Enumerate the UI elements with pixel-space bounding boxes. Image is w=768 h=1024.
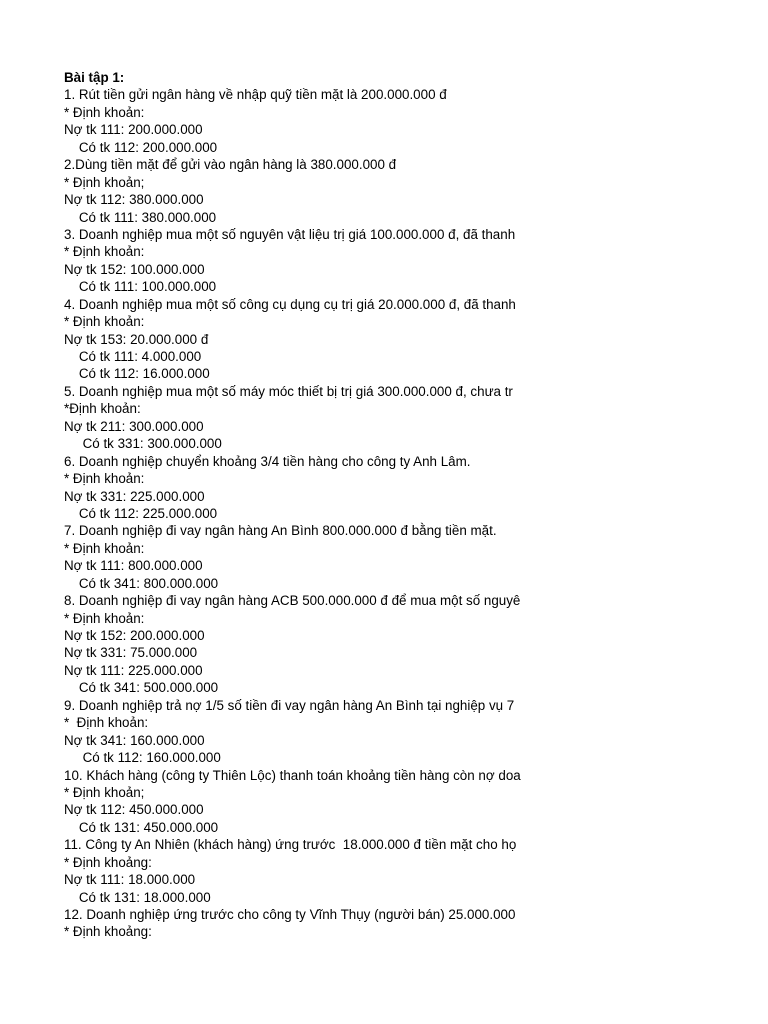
document-line: 1. Rút tiền gửi ngân hàng về nhập quỹ tiền mặt là 200.000.000 đ [64,87,447,103]
document-line: * Định khoảng: [64,854,152,870]
document-line: 10. Khách hàng (công ty Thiên Lộc) thanh toán khoảng tiền hàng còn nợ doa [64,767,521,783]
document-line: * Định khoản: [64,610,145,626]
document-line: Có tk 111: 4.000.000 [64,349,202,364]
document-line: Nợ tk 152: 100.000.000 [64,261,205,277]
document-line: Có tk 112: 225.000.000 [64,505,218,521]
document-line: 3. Doanh nghiệp mua một số nguyên vật liệu trị giá 100.000.000 đ, đã thanh [64,226,516,242]
document-line: Nợ tk 112: 450.000.000 [64,802,204,818]
document-line: Nợ tk 111: 200.000.000 [64,122,203,138]
document-line: * Định khoản: [64,471,145,487]
document-line: Có tk 131: 18.000.000 [64,889,211,905]
document-line: 9. Doanh nghiệp trả nợ 1/5 số tiền đi vay ngân hàng An Bình tại nghiệp vụ 7 [64,697,515,713]
document-line: * Định khoảng: [64,924,152,940]
document-line: Nợ tk 153: 20.000.000 đ [64,331,209,347]
document-line: 11. Công ty An Nhiên (khách hàng) ứng trước 18.000.000 đ tiền mặt cho họ [64,837,517,853]
document-line: * Định khoản: [64,540,145,556]
document-line: Nợ tk 111: 18.000.000 [64,872,196,888]
document-line: * Định khoản: [64,314,145,330]
document-line: Nợ tk 331: 225.000.000 [64,488,205,504]
document-line: * Định khoản: [64,104,145,120]
document-line: Nợ tk 111: 225.000.000 [64,662,203,678]
document-line: 8. Doanh nghiệp đi vay ngân hàng ACB 500.000.000 đ để mua một số nguyê [64,593,521,609]
document-line: Có tk 112: 160.000.000 [64,750,221,766]
document-line: Nợ tk 331: 75.000.000 [64,645,198,661]
document-line: Có tk 112: 16.000.000 [64,366,210,382]
document-line: Nợ tk 152: 200.000.000 [64,628,205,643]
document-line: Nợ tk 341: 160.000.000 [64,732,205,748]
document-line: Có tk 111: 380.000.000 [64,209,217,225]
document-line: 7. Doanh nghiệp đi vay ngân hàng An Bình 800.000.000 đ bằng tiền mặt. [64,523,497,539]
document-heading: Bài tập 1: [64,70,125,85]
document-line: * Định khoản: [64,244,145,260]
document-line: Nợ tk 111: 800.000.000 [64,558,203,574]
document-line: * Định khoản: [64,715,149,731]
document-line: *Định khoản: [64,401,141,417]
document-line: Có tk 112: 200.000.000 [64,139,218,155]
document-line: * Định khoản; [64,784,145,800]
document-line: 12. Doanh nghiệp ứng trước cho công ty Vĩnh Thụy (người bán) 25.000.000 [64,907,516,922]
document-body [64,69,530,941]
document-line: 4. Doanh nghiệp mua một số công cụ dụng cụ trị giá 20.000.000 đ, đã thanh [64,296,516,312]
document-line: Có tk 331: 300.000.000 [64,436,222,452]
document-line: Có tk 131: 450.000.000 [64,819,219,835]
document-line: Có tk 341: 800.000.000 [64,575,219,591]
document-line: Nợ tk 112: 380.000.000 [64,192,204,208]
document-line: 2.Dùng tiền mặt để gửi vào ngân hàng là 380.000.000 đ [64,157,397,173]
document-line: Có tk 341: 500.000.000 [64,680,219,696]
document-line: 5. Doanh nghiệp mua một số máy móc thiết bị trị giá 300.000.000 đ, chưa tr [64,383,513,399]
document-line: Nợ tk 211: 300.000.000 [64,418,204,434]
document-line: Có tk 111: 100.000.000 [64,279,217,295]
document-line: 6. Doanh nghiệp chuyển khoảng 3/4 tiền hàng cho công ty Anh Lâm. [64,453,471,469]
document-line: * Định khoản; [64,174,145,190]
